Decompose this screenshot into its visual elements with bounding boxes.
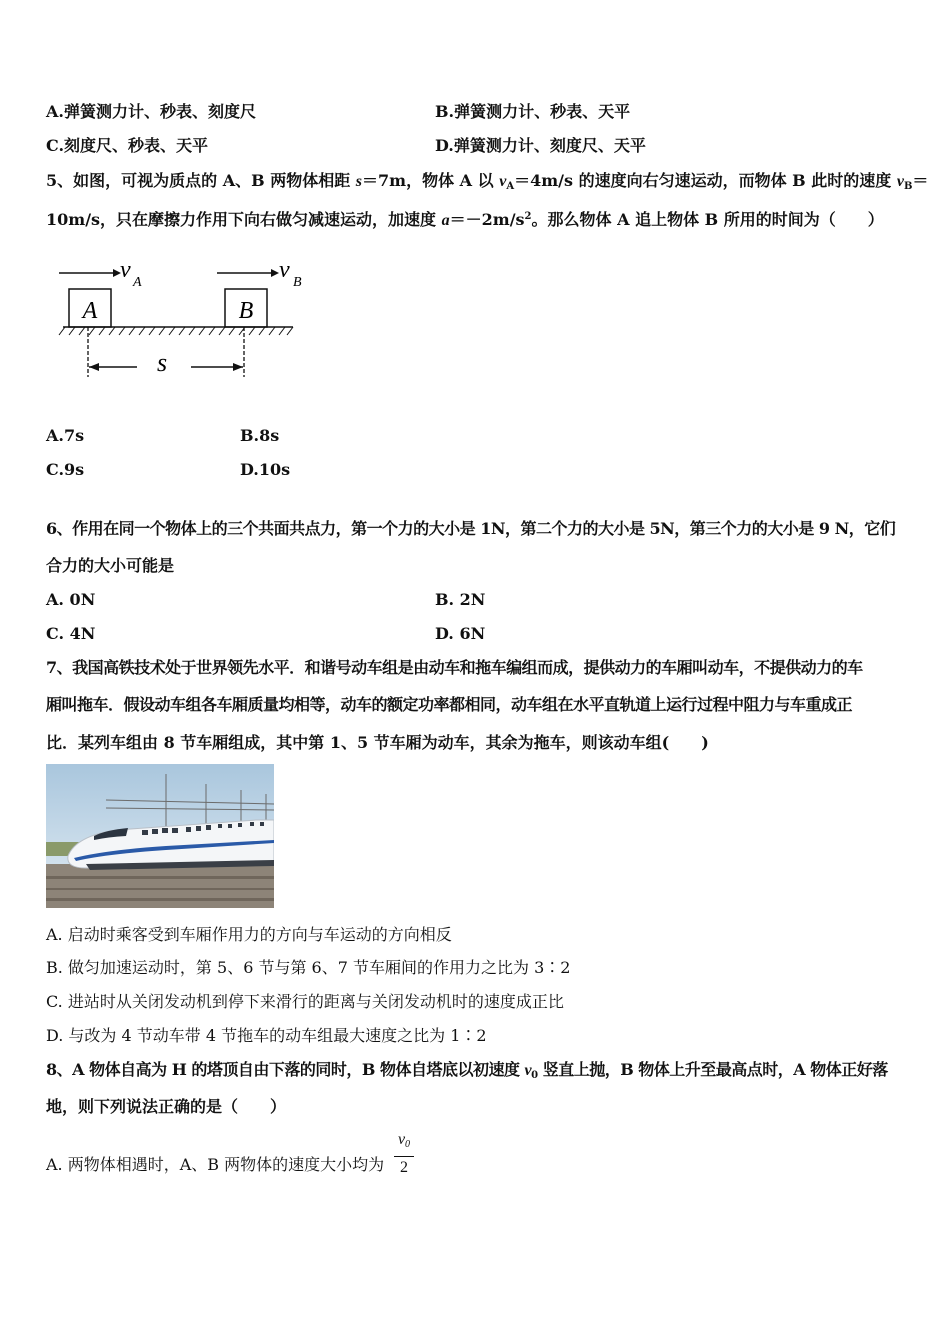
q6-stem-line2: 合力的大小可能是 <box>46 556 175 575</box>
box-a-label: A <box>82 298 98 324</box>
label-va: v <box>120 257 131 283</box>
q4-option-c: C.刻度尺、秒表、天平 <box>46 136 209 155</box>
fraction-denominator: 2 <box>400 1159 408 1176</box>
fraction-numerator: $v_0$ <box>397 1131 411 1150</box>
q5-option-a: A.7s <box>46 426 85 445</box>
q5-option-d: D.10s <box>240 460 291 479</box>
distance-label: s <box>156 348 168 377</box>
q6-option-a: A. 0N <box>46 590 96 609</box>
train-photo <box>46 764 274 908</box>
q8-stem-line1: 8、A 物体自高为 H 的塔顶自由下落的同时，B 物体自塔底以初速度 $v_0$ 竖直上抛，B 物体上升至最高点时，A 物体正好落 <box>46 1060 888 1081</box>
q5-stem-line2: 10m/s，只在摩擦力作用下向右做匀减速运动，加速度 $a=-2m/s^2$。那么物体 A 追上物体 B 所用的时间为（ ） <box>46 210 884 229</box>
label-va-sub: A <box>133 275 142 290</box>
q5-motion-diagram <box>55 255 315 385</box>
q6-option-d: D. 6N <box>435 624 486 643</box>
label-vb: v <box>279 257 290 283</box>
q5-option-c: C.9s <box>46 460 85 479</box>
q8-stem-line2: 地，则下列说法正确的是（ ） <box>46 1097 287 1116</box>
q7-option-d: D. 与改为 4 节动车带 4 节拖车的动车组最大速度之比为 1∶2 <box>46 1026 487 1045</box>
q7-stem-line1: 7、我国高铁技术处于世界领先水平．和谐号动车组是由动车和拖车编组而成，提供动力的车厢叫动车，不提供动力的车 <box>46 658 863 677</box>
q6-option-c: C. 4N <box>46 624 96 643</box>
q7-option-c: C. 进站时从关闭发动机到停下来滑行的距离与关闭发动机时的速度成正比 <box>46 992 564 1011</box>
q4-option-a: A.弹簧测力计、秒表、刻度尺 <box>46 102 256 121</box>
q8-fraction-v0-over-2 <box>394 1130 414 1178</box>
q6-stem-line1: 6、作用在同一个物体上的三个共面共点力，第一个力的大小是 1N，第二个力的大小是 5N，第三个力的大小是 9 N，它们 <box>46 519 896 538</box>
q6-option-b: B. 2N <box>435 590 486 609</box>
q7-stem-line3: 比．某列车组由 8 节车厢组成，其中第 1、5 节车厢为动车，其余为拖车，则该动车组( ) <box>46 733 709 752</box>
q8-option-a: A. 两物体相遇时，A、B 两物体的速度大小均为 <box>46 1155 385 1174</box>
q4-option-b: B.弹簧测力计、秒表、天平 <box>435 102 631 121</box>
q5-option-b: B.8s <box>240 426 280 445</box>
q4-option-d: D.弹簧测力计、刻度尺、天平 <box>435 136 646 155</box>
q5-stem-line1: 5、如图，可视为质点的 A、B 两物体相距 s＝7m，物体 A 以 $v_A=4m/s$ 的速度向右匀速运动，而物体 B 此时的速度 $v_B=$ <box>46 171 929 192</box>
ballast <box>46 864 274 908</box>
box-b-label: B <box>238 298 254 324</box>
q7-option-a: A. 启动时乘客受到车厢作用力的方向与车运动的方向相反 <box>46 925 452 944</box>
q7-option-b: B. 做匀加速运动时，第 5、6 节与第 6、7 节车厢间的作用力之比为 3∶2 <box>46 958 571 977</box>
ground-hatching <box>59 327 293 335</box>
label-vb-sub: B <box>293 275 302 290</box>
q7-stem-line2: 厢叫拖车．假设动车组各车厢质量均相等，动车的额定功率都相同，动车组在水平直轨道上运行过程中阻力与车重成正 <box>46 695 853 714</box>
